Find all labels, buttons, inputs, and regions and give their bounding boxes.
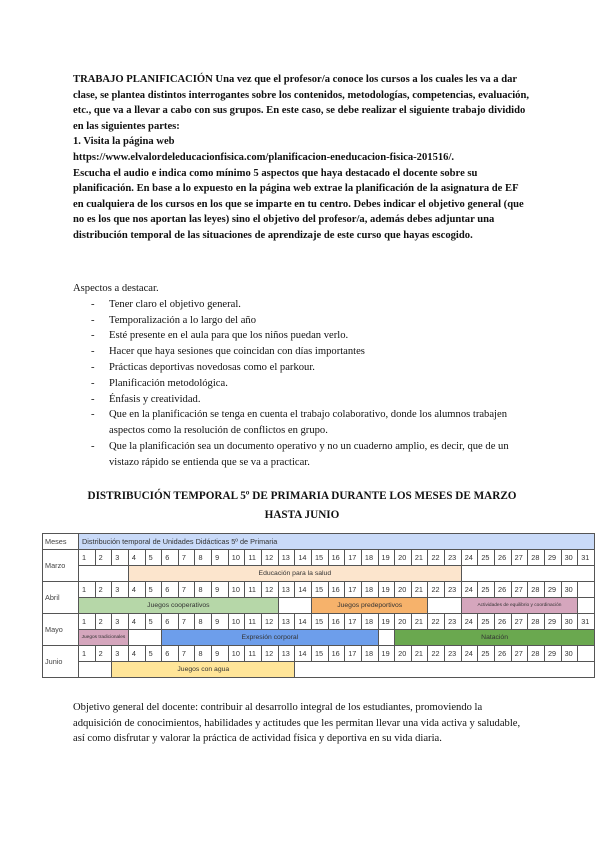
list-item: - Prácticas deportivas novedosas como el parkour. [73, 360, 533, 376]
day-cell: 23 [445, 614, 462, 630]
day-cell: 11 [245, 550, 262, 566]
day-cell: 16 [328, 614, 345, 630]
list-item: - Énfasis y creatividad. [73, 392, 533, 408]
day-cell: 15 [311, 646, 328, 662]
day-cell: 24 [461, 550, 478, 566]
day-cell: 8 [195, 646, 212, 662]
unit-row [43, 566, 595, 582]
instructions-paragraph: Escucha el audio e indica como mínimo 5 aspectos que haya destacado el docente sobre su planificación. En base a lo expuesto en la página web extrae la planificación de la asignatura de EF en cualquiera de los cursos en los que se imparte en tu centro. Debes indicar el objetivo general (que no es los que nos aportan las leyes) sino el objetivo del profesor/a, además debes adjuntar una distribución temporal de las situaciones de aprendizaje de este curso que hayas escogido. [73, 167, 524, 241]
day-cell: 20 [395, 582, 412, 598]
day-cell: 3 [112, 614, 129, 630]
day-cell: 26 [495, 550, 512, 566]
months-header: Meses [43, 534, 79, 550]
day-cell: 3 [112, 550, 129, 566]
day-cell: 21 [411, 614, 428, 630]
objective-text: Objetivo general del docente: contribuir al desarrollo integral de los estudiantes, promoviendo la adquisición de conocimientos, habilidades y actitudes que les permitan llevar una vida activa y saludable, así como disfrutar y valorar la práctica de actividad física y deportiva en su vida diaria. [73, 702, 521, 745]
day-cell: 24 [461, 614, 478, 630]
table-row [43, 614, 595, 630]
day-cell: 14 [295, 550, 312, 566]
day-cell: 24 [461, 646, 478, 662]
day-cell: 19 [378, 582, 395, 598]
empty-cell [79, 566, 129, 582]
list-item: - Planificación metodológica. [73, 376, 533, 392]
day-cell: 8 [195, 550, 212, 566]
day-cell: 11 [245, 582, 262, 598]
month-label: Abril [43, 582, 79, 614]
day-cell: 9 [212, 582, 229, 598]
day-cell: 21 [411, 646, 428, 662]
empty-cell [278, 598, 311, 614]
list-item: - Temporalización a lo largo del año [73, 313, 533, 329]
day-cell: 17 [345, 614, 362, 630]
empty-cell [79, 662, 112, 678]
empty-cell [428, 598, 461, 614]
distribution-header: Distribución temporal de Unidades Didácticas 5º de Primaria [79, 534, 595, 550]
day-cell: 5 [145, 614, 162, 630]
unit-row [43, 598, 595, 614]
distribution-title: DISTRIBUCIÓN TEMPORAL 5º DE PRIMARIA DURANTE LOS MESES DE MARZO HASTA JUNIO [87, 490, 517, 521]
day-cell: 19 [378, 646, 395, 662]
day-cell: 23 [445, 646, 462, 662]
day-cell: 31 [578, 550, 595, 566]
day-cell: 18 [361, 550, 378, 566]
day-cell: 30 [561, 614, 578, 630]
day-cell: 30 [561, 582, 578, 598]
day-cell: 19 [378, 550, 395, 566]
day-cell: 14 [295, 646, 312, 662]
day-cell: 9 [212, 614, 229, 630]
unit-bar-marzo: Educación para la salud [128, 566, 461, 582]
day-cell: 27 [511, 646, 528, 662]
aspects-list [73, 297, 533, 471]
table-row [43, 582, 595, 598]
day-cell: 29 [544, 550, 561, 566]
day-cell: 12 [262, 550, 279, 566]
list-item: - Que la planificación sea un documento operativo y no un cuaderno amplio, es decir, que de un vistazo rápido se entienda que se va a practicar. [73, 439, 533, 471]
day-cell: 10 [228, 550, 245, 566]
aspects-heading: Aspectos a destacar. [73, 283, 159, 294]
day-cell: 8 [195, 614, 212, 630]
unit-row [43, 630, 595, 646]
table-row [43, 646, 595, 662]
unit-bar-abril-3: Actividades de equilibrio y coordinación [461, 598, 577, 614]
day-cell: 20 [395, 614, 412, 630]
empty-cell [578, 598, 595, 614]
schedule-table [42, 533, 595, 678]
empty-cell [378, 630, 395, 646]
day-cell: 15 [311, 582, 328, 598]
day-cell: 29 [544, 646, 561, 662]
day-cell: 5 [145, 582, 162, 598]
day-cell: 18 [361, 646, 378, 662]
day-cell: 3 [112, 646, 129, 662]
empty-cell [461, 566, 594, 582]
day-cell: 15 [311, 614, 328, 630]
day-cell: 26 [495, 646, 512, 662]
unit-bar-junio: Juegos con agua [112, 662, 295, 678]
day-cell: 7 [178, 550, 195, 566]
day-cell: 12 [262, 646, 279, 662]
day-cell: 18 [361, 614, 378, 630]
day-cell: 17 [345, 550, 362, 566]
day-cell: 25 [478, 646, 495, 662]
day-cell: 23 [445, 582, 462, 598]
unit-bar-mayo-3: Natación [395, 630, 595, 646]
day-cell: 22 [428, 646, 445, 662]
day-cell: 30 [561, 646, 578, 662]
day-cell: 1 [79, 614, 96, 630]
list-item: - Esté presente en el aula para que los niños puedan verlo. [73, 328, 533, 344]
day-cell: 4 [128, 582, 145, 598]
day-cell: 16 [328, 582, 345, 598]
day-cell: 20 [395, 550, 412, 566]
day-cell: 20 [395, 646, 412, 662]
day-cell: 14 [295, 582, 312, 598]
day-cell: 31 [578, 614, 595, 630]
month-label: Junio [43, 646, 79, 678]
day-cell: 5 [145, 646, 162, 662]
day-cell: 4 [128, 550, 145, 566]
day-cell: 22 [428, 550, 445, 566]
unit-bar-abril-2: Juegos predeportivos [311, 598, 427, 614]
day-cell: 28 [528, 582, 545, 598]
day-cell: 19 [378, 614, 395, 630]
day-cell: 13 [278, 646, 295, 662]
day-cell: 7 [178, 582, 195, 598]
day-cell: 4 [128, 646, 145, 662]
day-cell: 10 [228, 582, 245, 598]
day-cell: 29 [544, 614, 561, 630]
day-cell: 11 [245, 614, 262, 630]
day-cell: 3 [112, 582, 129, 598]
day-cell: 25 [478, 550, 495, 566]
day-cell [578, 582, 595, 598]
table-row [43, 550, 595, 566]
teacher-objective [73, 700, 533, 747]
day-cell: 21 [411, 550, 428, 566]
list-item: - Tener claro el objetivo general. [73, 297, 533, 313]
day-cell: 27 [511, 614, 528, 630]
day-cell: 2 [95, 550, 112, 566]
day-cell: 24 [461, 582, 478, 598]
day-cell: 28 [528, 646, 545, 662]
day-cell: 9 [212, 550, 229, 566]
day-cell: 10 [228, 614, 245, 630]
table-header-row [43, 534, 595, 550]
day-cell: 6 [162, 582, 179, 598]
day-cell: 17 [345, 582, 362, 598]
aspects-section [73, 281, 533, 471]
day-cell: 13 [278, 614, 295, 630]
day-cell: 1 [79, 582, 96, 598]
day-cell: 16 [328, 646, 345, 662]
day-cell: 16 [328, 550, 345, 566]
day-cell [578, 646, 595, 662]
unit-row [43, 662, 595, 678]
reference-url[interactable]: https://www.elvalordeleducacionfisica.com/planificacion-eneducacion-fisica-201516/. [73, 151, 455, 163]
day-cell: 9 [212, 646, 229, 662]
month-label: Marzo [43, 550, 79, 582]
day-cell: 27 [511, 550, 528, 566]
day-cell: 2 [95, 582, 112, 598]
day-cell: 6 [162, 550, 179, 566]
day-cell: 7 [178, 646, 195, 662]
day-cell: 14 [295, 614, 312, 630]
day-cell: 28 [528, 550, 545, 566]
list-item: - Hacer que haya sesiones que coincidan con días importantes [73, 344, 533, 360]
empty-cell [295, 662, 595, 678]
day-cell: 22 [428, 582, 445, 598]
day-cell: 27 [511, 582, 528, 598]
day-cell: 6 [162, 646, 179, 662]
day-cell: 8 [195, 582, 212, 598]
day-cell: 26 [495, 614, 512, 630]
unit-bar-mayo-1: Juegos tradicionales [79, 630, 129, 646]
day-cell: 28 [528, 614, 545, 630]
day-cell: 1 [79, 550, 96, 566]
day-cell: 18 [361, 582, 378, 598]
unit-bar-abril-1: Juegos cooperativos [79, 598, 279, 614]
step-1: 1. Visita la página web [73, 136, 175, 148]
day-cell: 15 [311, 550, 328, 566]
list-item: - Que en la planificación se tenga en cuenta el trabajo colaborativo, donde los alumnos trabajen aspectos como la resolución de conflictos en grupo. [73, 407, 533, 439]
day-cell: 25 [478, 582, 495, 598]
day-cell: 17 [345, 646, 362, 662]
day-cell: 2 [95, 646, 112, 662]
empty-cell [128, 630, 161, 646]
unit-bar-mayo-2: Expresión corporal [162, 630, 378, 646]
day-cell: 5 [145, 550, 162, 566]
day-cell: 2 [95, 614, 112, 630]
day-cell: 12 [262, 614, 279, 630]
day-cell: 23 [445, 550, 462, 566]
day-cell: 12 [262, 582, 279, 598]
day-cell: 4 [128, 614, 145, 630]
day-cell: 25 [478, 614, 495, 630]
day-cell: 10 [228, 646, 245, 662]
day-cell: 29 [544, 582, 561, 598]
day-cell: 13 [278, 582, 295, 598]
day-cell: 26 [495, 582, 512, 598]
day-cell: 30 [561, 550, 578, 566]
day-cell: 22 [428, 614, 445, 630]
day-cell: 6 [162, 614, 179, 630]
day-cell: 7 [178, 614, 195, 630]
day-cell: 21 [411, 582, 428, 598]
day-cell: 11 [245, 646, 262, 662]
month-label: Mayo [43, 614, 79, 646]
day-cell: 13 [278, 550, 295, 566]
day-cell: 1 [79, 646, 96, 662]
intro-paragraph: TRABAJO PLANIFICACIÓN Una vez que el profesor/a conoce los cursos a los cuales les va a dar clase, se plantea distintos interrogantes sobre los contenidos, metodologías, competencias, evaluación, etc., que va a llevar a cabo con sus grupos. En este caso, se debe realizar el siguiente trabajo dividido en las siguientes partes: [73, 74, 530, 132]
assignment-instructions [73, 72, 531, 244]
